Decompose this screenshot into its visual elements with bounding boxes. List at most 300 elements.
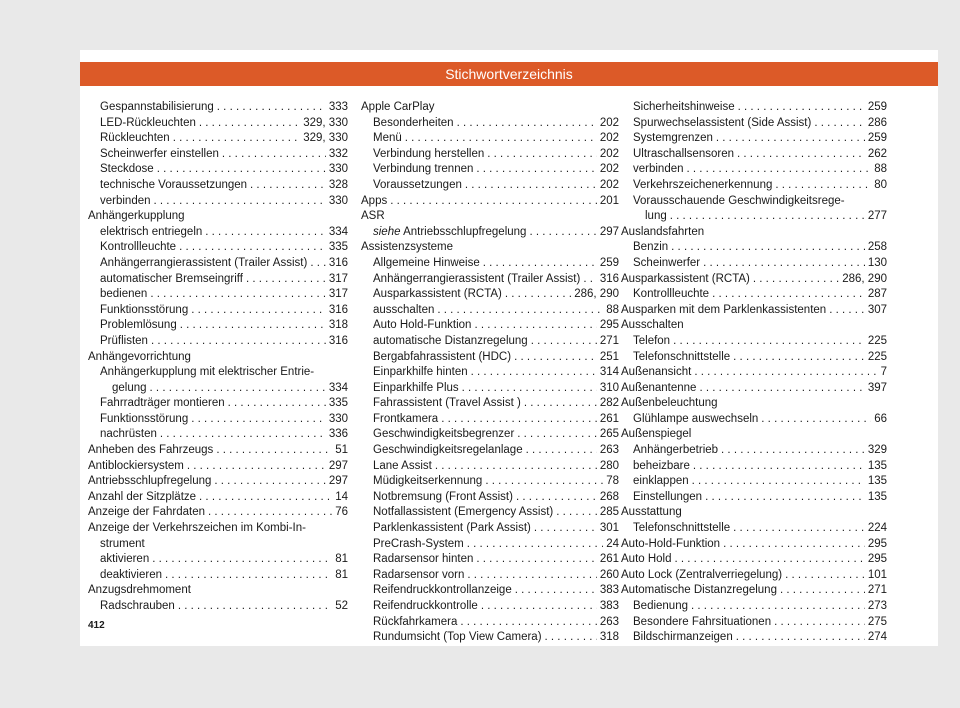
index-leader-dots (460, 615, 596, 631)
index-page-ref: 383 (599, 600, 619, 612)
index-entry (361, 318, 619, 334)
index-entry-text: verbinden (633, 163, 684, 176)
index-entry-text: Notbremsung (Front Assist) (373, 490, 513, 503)
index-leader-dots (178, 599, 332, 615)
index-entry-text: deaktivieren (100, 568, 163, 581)
index-entry (88, 100, 348, 116)
index-page-ref: 287 (867, 288, 887, 301)
index-entry (361, 225, 619, 241)
index-entry-text: Bedienung (633, 600, 688, 612)
index-page-ref: 310 (599, 381, 619, 394)
index-entry-text: Rundumsicht (Top View Camera) (373, 631, 542, 644)
index-entry (361, 630, 619, 646)
index-leader-dots (529, 225, 596, 241)
index-entry (621, 537, 887, 553)
index-entry (88, 568, 348, 584)
index-entry-text: Einparkhilfe hinten (373, 366, 468, 379)
index-page-ref: 225 (867, 350, 887, 363)
index-entry-text: Antiblockiersystem (88, 459, 184, 472)
index-entry-wrapped: Anhängerkupplung mit elektrischer Entrie- (100, 366, 315, 379)
index-leader-dots (721, 443, 865, 459)
index-page-ref: 335 (328, 241, 348, 254)
index-leader-dots (179, 240, 326, 256)
index-entry (361, 427, 619, 443)
index-column-3 (621, 100, 887, 646)
index-entry (621, 272, 887, 288)
index-entry-text: Gespannstabilisierung (100, 101, 214, 113)
index-page-ref: 101 (867, 568, 887, 581)
index-leader-dots (775, 178, 871, 194)
index-heading-continued: strument (100, 537, 145, 550)
index-entry-text: Spurwechselassistent (Side Assist) (633, 116, 812, 129)
index-entry (361, 287, 619, 303)
index-page-ref: 318 (599, 631, 619, 644)
index-leader-dots (699, 381, 864, 397)
index-entry-text: Reifendruckkontrolle (373, 600, 478, 612)
index-leader-dots (531, 334, 597, 350)
index-page-ref: 397 (867, 381, 887, 394)
index-entry-text: Anhängerbetrieb (633, 444, 719, 457)
index-entry (621, 240, 887, 256)
index-entry (621, 209, 887, 225)
index-leader-dots (471, 365, 597, 381)
index-page-ref: 297 (328, 475, 348, 488)
index-entry (361, 303, 619, 319)
index-page-ref: 265 (599, 428, 619, 441)
index-page-ref: 286, 290 (842, 272, 887, 285)
index-page-ref: 261 (599, 553, 619, 566)
index-entry (621, 521, 887, 537)
index-page-ref: 7 (880, 366, 887, 379)
index-entry (361, 131, 619, 147)
index-entry (621, 443, 887, 459)
index-entry (361, 178, 619, 194)
index-page-ref: 286 (867, 116, 887, 129)
index-leader-dots (228, 396, 326, 412)
index-entry-text: Geschwindigkeitsregelanlage (373, 444, 523, 457)
index-leader-dots (483, 256, 597, 272)
index-entry-text: Ausparkassistent (RCTA) (621, 272, 750, 285)
index-leader-dots (474, 318, 596, 334)
index-leader-dots (467, 568, 596, 584)
index-entry-text: Auto Lock (Zentralverriegelung) (621, 568, 783, 581)
index-entry-text: automatischer Bremseingriff (100, 272, 243, 285)
index-page-ref: 251 (599, 350, 619, 363)
index-page-ref: 24 (606, 537, 619, 550)
index-entry-text: Ausparken mit dem Parklenkassistenten (621, 303, 827, 316)
index-leader-dots (173, 131, 301, 147)
index-entry-text: Geschwindigkeitsbegrenzer (373, 428, 515, 441)
index-entry (621, 381, 887, 397)
index-page-ref: 271 (867, 584, 887, 597)
index-leader-dots (814, 116, 864, 132)
index-entry-text: Müdigkeitserkennung (373, 475, 483, 488)
index-entry-text: Allgemeine Hinweise (373, 256, 480, 269)
index-page-ref: 285 (599, 506, 619, 519)
index-entry-text: Auto-Hold-Funktion (621, 537, 721, 550)
index-entry-text: Rückleuchten (100, 132, 170, 145)
index-entry-text: Radschrauben (100, 600, 175, 612)
index-entry-text: Systemgrenzen (633, 132, 713, 145)
index-entry (361, 474, 619, 490)
index-entry-text: Verbindung trennen (373, 163, 474, 176)
index-leader-dots (150, 381, 326, 397)
index-page-ref: 260 (599, 568, 619, 581)
index-page (80, 50, 938, 646)
index-entry (361, 568, 619, 584)
index-page-ref: 280 (599, 459, 619, 472)
index-leader-dots (761, 412, 871, 428)
index-entry (88, 116, 348, 132)
index-entry-text: Anhängerrangierassistent (Trailer Assist) (373, 272, 581, 285)
index-page-ref: 316 (328, 303, 348, 316)
index-page-ref: 88 (606, 303, 619, 316)
index-leader-dots (526, 443, 597, 459)
index-heading: Anzugsdrehmoment (88, 584, 191, 597)
index-entry-text: Apps (361, 194, 388, 207)
index-heading: Assistenzsysteme (361, 241, 454, 254)
index-page-ref: 334 (328, 381, 348, 394)
index-page-ref: 135 (867, 490, 887, 503)
index-page-ref: 202 (599, 178, 619, 191)
index-entry-text: Bildschirmanzeigen (633, 631, 733, 644)
index-page-ref: 76 (335, 506, 348, 519)
index-leader-dots (467, 537, 603, 553)
index-entry-text: Steckdose (100, 163, 154, 176)
index-leader-dots (465, 178, 597, 194)
index-entry-text: Benzin (633, 241, 669, 254)
index-entry (621, 490, 887, 506)
page-title: Stichwortverzeichnis (80, 62, 938, 86)
index-leader-dots (435, 459, 597, 475)
index-entry (621, 116, 887, 132)
index-entry (361, 396, 619, 412)
index-entry-text: Antriebsschlupfregelung (88, 475, 212, 488)
index-leader-dots (191, 412, 326, 428)
index-leader-dots (462, 381, 597, 397)
index-page-ref: 330 (328, 412, 348, 425)
index-entry-text: Reifendruckkontrollanzeige (373, 584, 512, 597)
index-leader-dots (785, 568, 865, 584)
index-entry-text: Glühlampe auswechseln (633, 412, 759, 425)
index-leader-dots (390, 194, 597, 210)
index-entry (621, 459, 887, 475)
index-entry (361, 365, 619, 381)
index-entry (621, 303, 887, 319)
index-leader-dots (191, 303, 326, 319)
index-entry (88, 412, 348, 428)
index-entry (361, 443, 619, 459)
index-leader-dots (165, 568, 332, 584)
index-page-ref: 329, 330 (303, 132, 348, 145)
index-leader-dots (673, 334, 865, 350)
index-entry-text: ausschalten (373, 303, 435, 316)
index-entry-text: Bergabfahrassistent (HDC) (373, 350, 512, 363)
index-entry-text: Funktionsstörung (100, 303, 189, 316)
index-leader-dots (671, 240, 865, 256)
index-page-ref: 259 (867, 132, 887, 145)
index-page-ref: 317 (328, 288, 348, 301)
index-entry-text: Besonderheiten (373, 116, 454, 129)
index-leader-dots (716, 131, 865, 147)
index-leader-dots (150, 287, 325, 303)
index-entry-text: Einstellungen (633, 490, 703, 503)
index-page-ref: 295 (867, 537, 887, 550)
index-page-ref: 316 (328, 256, 348, 269)
index-entry-text: Anheben des Fahrzeugs (88, 444, 214, 457)
index-entry (361, 147, 619, 163)
index-leader-dots (250, 178, 326, 194)
index-leader-dots (736, 630, 865, 646)
index-entry (361, 521, 619, 537)
index-entry-text: Auto Hold-Funktion (373, 319, 472, 332)
index-entry-text: Parklenkassistent (Park Assist) (373, 522, 531, 535)
index-entry-text: Telefon (633, 334, 671, 347)
index-page-ref: 330 (328, 163, 348, 176)
index-page-ref: 316 (599, 272, 619, 285)
index-page-ref: 273 (867, 600, 887, 612)
index-entry (621, 131, 887, 147)
index-entry (361, 334, 619, 350)
index-entry-text: Außenansicht (621, 366, 692, 379)
index-entry-text: technische Voraussetzungen (100, 178, 248, 191)
index-entry-text: Anzahl der Sitzplätze (88, 490, 197, 503)
index-entry (361, 256, 619, 272)
index-entry-text: Ultraschallsensoren (633, 147, 734, 160)
index-page-ref: 263 (599, 444, 619, 457)
index-entry (621, 412, 887, 428)
index-entry-text: gelung (112, 381, 147, 394)
index-entry-text: Fahrassistent (Travel Assist ) (373, 397, 521, 410)
index-entry (621, 350, 887, 366)
index-entry-text: Notfallassistent (Emergency Assist) (373, 506, 554, 519)
index-leader-dots (545, 630, 597, 646)
index-leader-dots (515, 583, 597, 599)
index-leader-dots (534, 521, 597, 537)
index-leader-dots (774, 615, 865, 631)
index-page-ref: 14 (335, 490, 348, 503)
index-entry (88, 178, 348, 194)
index-leader-dots (222, 147, 326, 163)
index-leader-dots (829, 303, 865, 319)
index-leader-dots (723, 537, 865, 553)
index-entry (621, 365, 887, 381)
index-entry (88, 131, 348, 147)
index-entry (88, 490, 348, 506)
index-leader-dots (583, 272, 597, 288)
index-entry-text: Prüflisten (100, 334, 148, 347)
index-page-ref: 295 (599, 319, 619, 332)
index-leader-dots (151, 334, 326, 350)
index-column-2 (361, 100, 619, 646)
index-entry-text: beheizbare (633, 459, 690, 472)
index-entry (88, 225, 348, 241)
index-heading: Anzeige der Verkehrszeichen im Kombi-In- (88, 522, 306, 535)
index-page-ref: 202 (599, 116, 619, 129)
index-entry (361, 615, 619, 631)
index-page-ref: 66 (874, 412, 887, 425)
index-entry-text: Problemlösung (100, 319, 177, 332)
index-leader-dots (481, 599, 597, 615)
index-leader-dots (692, 474, 865, 490)
index-entry (88, 474, 348, 490)
index-page-ref: 263 (599, 615, 619, 628)
index-page-ref: 329 (867, 444, 887, 457)
index-page-ref: 335 (328, 397, 348, 410)
index-entry (361, 194, 619, 210)
index-page-ref: 224 (867, 522, 887, 535)
index-entry-text: Lane Assist (373, 459, 432, 472)
index-leader-dots (738, 100, 865, 116)
index-entry (361, 552, 619, 568)
index-page-ref: 135 (867, 459, 887, 472)
index-entry-text: Frontkamera (373, 412, 439, 425)
index-entry (621, 162, 887, 178)
index-entry (361, 490, 619, 506)
index-entry-text: Verbindung herstellen (373, 147, 485, 160)
index-page-ref: 80 (874, 178, 887, 191)
index-page-ref: 130 (867, 256, 887, 269)
index-leader-dots (524, 396, 597, 412)
index-entry (621, 178, 887, 194)
index-entry-text: Automatische Distanzregelung (621, 584, 777, 597)
index-entry-text: Scheinwerfer einstellen (100, 147, 219, 160)
index-entry (88, 552, 348, 568)
index-entry (621, 100, 887, 116)
index-page-ref: 277 (867, 210, 887, 223)
index-leader-dots (208, 505, 332, 521)
index-entry (88, 459, 348, 475)
index-heading: ASR (361, 210, 385, 223)
index-leader-dots (160, 427, 326, 443)
index-entry-text: Verkehrszeichenerkennung (633, 178, 773, 191)
index-entry (88, 427, 348, 443)
index-page-ref: 316 (328, 334, 348, 347)
index-entry (88, 272, 348, 288)
index-leader-dots (705, 490, 865, 506)
index-page-ref: 336 (328, 428, 348, 441)
index-page-ref: 334 (328, 225, 348, 238)
index-entry-text: Anhängerrangierassistent (Trailer Assist) (100, 256, 308, 269)
index-page-ref: 297 (328, 459, 348, 472)
index-heading: Ausstattung (621, 506, 682, 519)
index-page-ref: 314 (599, 366, 619, 379)
index-page-ref: 295 (867, 553, 887, 566)
index-page-ref: 330 (328, 194, 348, 207)
index-heading: Apple CarPlay (361, 101, 435, 113)
index-page-ref: 202 (599, 132, 619, 145)
index-leader-dots (505, 287, 571, 303)
index-entry-text: Voraussetzungen (373, 178, 462, 191)
index-entry-text: lung (645, 210, 667, 223)
index-leader-dots (691, 599, 865, 615)
index-entry (88, 194, 348, 210)
index-leader-dots (670, 209, 865, 225)
index-leader-dots (437, 303, 603, 319)
index-entry (361, 381, 619, 397)
index-page-ref: 135 (867, 475, 887, 488)
index-leader-dots (517, 427, 597, 443)
index-leader-dots (780, 583, 865, 599)
index-entry-text: Radarsensor vorn (373, 568, 465, 581)
index-entry (621, 568, 887, 584)
index-entry (88, 443, 348, 459)
index-entry (621, 552, 887, 568)
index-leader-dots (476, 552, 596, 568)
index-leader-dots (199, 490, 332, 506)
index-entry-text: Funktionsstörung (100, 412, 189, 425)
index-heading: Außenbeleuchtung (621, 397, 718, 410)
index-entry-text: Telefonschnittstelle (633, 350, 731, 363)
index-entry (621, 599, 887, 615)
index-page-ref: 297 (599, 225, 619, 238)
index-page-ref: 271 (599, 334, 619, 347)
index-page-ref: 202 (599, 163, 619, 176)
index-entry (361, 537, 619, 553)
index-entry (88, 240, 348, 256)
index-entry-text: LED-Rückleuchten (100, 116, 196, 129)
index-entry-text: Scheinwerfer (633, 256, 701, 269)
index-heading: Anhängerkupplung (88, 210, 185, 223)
index-heading: Außenspiegel (621, 428, 692, 441)
index-entry-text: verbinden (100, 194, 151, 207)
index-page-ref: 329, 330 (303, 116, 348, 129)
index-entry-text: Menü (373, 132, 402, 145)
index-leader-dots (712, 287, 865, 303)
index-page-ref: 259 (599, 256, 619, 269)
index-heading: Anhängevorrichtung (88, 350, 191, 363)
index-entry-text: Telefonschnittstelle (633, 522, 731, 535)
index-page-ref: 333 (328, 101, 348, 113)
index-leader-dots (154, 194, 326, 210)
index-entry (361, 350, 619, 366)
index-entry (621, 583, 887, 599)
index-leader-dots (152, 552, 332, 568)
index-page-ref: 81 (335, 553, 348, 566)
index-page-ref: 307 (867, 303, 887, 316)
page-number: 412 (88, 620, 105, 631)
index-page-ref: 202 (599, 147, 619, 160)
index-page-ref: 282 (599, 397, 619, 410)
index-entry (361, 272, 619, 288)
index-entry (621, 287, 887, 303)
index-entry-text: Fahrradträger montieren (100, 397, 225, 410)
index-entry-text: Radarsensor hinten (373, 553, 474, 566)
index-entry-text: aktivieren (100, 553, 150, 566)
index-entry (88, 287, 348, 303)
index-entry (621, 334, 887, 350)
index-entry-text: Ausparkassistent (RCTA) (373, 288, 502, 301)
index-entry (88, 303, 348, 319)
index-entry-text: Anzeige der Fahrdaten (88, 506, 205, 519)
index-entry (88, 147, 348, 163)
index-entry (621, 615, 887, 631)
index-entry (361, 162, 619, 178)
index-entry-text: Sicherheitshinweise (633, 101, 735, 113)
index-entry (88, 381, 348, 397)
index-leader-dots (214, 474, 325, 490)
index-entry (88, 599, 348, 615)
index-leader-dots (694, 365, 877, 381)
index-leader-dots (556, 505, 597, 521)
index-leader-dots (753, 272, 839, 288)
index-leader-dots (457, 116, 597, 132)
index-entry-text: bedienen (100, 288, 148, 301)
index-page-ref: 52 (335, 600, 348, 612)
index-entry (621, 256, 887, 272)
index-leader-dots (487, 147, 597, 163)
index-column-1 (88, 100, 348, 615)
